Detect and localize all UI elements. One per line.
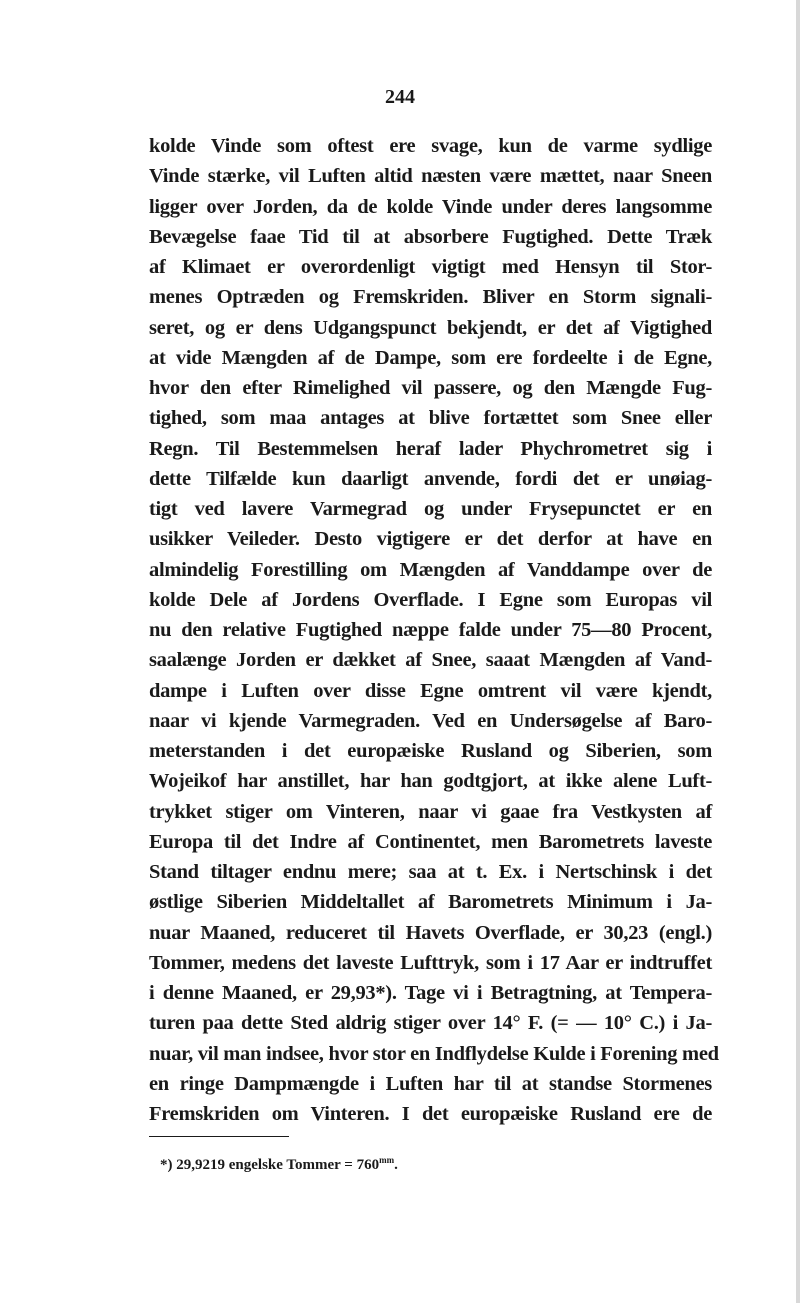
text-line: at vide Mængden af de Dampe, som ere fordeelte i de Egne, [149,346,712,369]
body-text [149,131,719,1129]
text-line: trykket stiger om Vinteren, naar vi gaae fra Vestkysten af [149,800,712,823]
text-line: tighed, som maa antages at blive fortættet som Snee eller [149,407,712,430]
text-line: nuar Maaned, reduceret til Havets Overflade, er 30,23 (engl.) [149,921,712,944]
text-line: meterstanden i det europæiske Rusland og Siberien, som [149,740,712,762]
text-line: Vinde stærke, vil Luften altid næsten være mættet, naar Sneen [149,165,712,188]
footnote [160,1155,398,1174]
text-line: saalænge Jorden er dækket af Snee, saaat Mængden af Vand- [149,649,712,672]
footnote-marker: *) [160,1157,173,1173]
text-line: en ringe Dampmængde i Luften har til at standse Stormenes [149,1072,712,1095]
text-line: nuar, vil man indsee, hvor stor en Indflydelse Kulde i Forening med [149,1042,719,1065]
footnote-value: 29,9219 [176,1157,225,1173]
text-line: kolde Vinde som oftest ere svage, kun de varme sydlige [149,135,712,157]
text-line: nu den relative Fugtighed næppe falde under 75—80 Procent, [149,619,712,641]
footnote-end: . [394,1157,398,1173]
footnote-text: engelske Tommer = 760 [228,1157,380,1173]
text-line: Bevægelse faae Tid til at absorbere Fugtighed. Dette Træk [149,225,712,248]
text-line: Stand tiltager endnu mere; saa at t. Ex. i Nertschinsk i det [149,861,712,883]
page-number: 244 [385,86,415,108]
text-line: østlige Siberien Middeltallet af Barometrets Minimum i Ja- [149,891,712,914]
page-edge [796,0,800,1303]
text-line: Europa til det Indre af Continentet, men Barometrets laveste [149,830,712,853]
text-line: dette Tilfælde kun daarligt anvende, fordi det er unøiag- [149,467,712,490]
text-line: kolde Dele af Jordens Overflade. I Egne som Europas vil [149,588,712,611]
text-line: dampe i Luften over disse Egne omtrent vil være kjendt, [149,679,712,702]
footnote-unit: mm [379,1155,395,1165]
text-line: Tommer, medens det laveste Lufttryk, som i 17 Aar er indtruffet [149,951,712,974]
text-line: Fremskriden om Vinteren. I det europæiske Rusland ere de [149,1103,712,1125]
text-line: usikker Veileder. Desto vigtigere er det derfor at have en [149,528,712,551]
text-line: i denne Maaned, er 29,93*). Tage vi i Betragtning, at Tempera- [149,982,712,1004]
text-line: af Klimaet er overordenligt vigtigt med Hensyn til Stor- [149,256,712,278]
text-line: tigt ved lavere Varmegrad og under Frysepunctet er en [149,498,712,520]
text-line: hvor den efter Rimelighed vil passere, og den Mængde Fug- [149,377,712,399]
text-line: menes Optræden og Fremskriden. Bliver en Storm signali- [149,286,712,309]
text-line: almindelig Forestilling om Mængden af Vanddampe over de [149,558,712,581]
text-line: turen paa dette Sted aldrig stiger over 14° F. (= — 10° C.) i Ja- [149,1012,712,1035]
text-line: seret, og er dens Udgangspunct bekjendt, er det af Vigtighed [149,316,712,339]
footnote-rule [149,1136,289,1137]
text-line: ligger over Jorden, da de kolde Vinde under deres langsomme [149,195,712,218]
text-line: Regn. Til Bestemmelsen heraf lader Phychrometret sig i [149,437,712,460]
text-line: naar vi kjende Varmegraden. Ved en Undersøgelse af Baro- [149,709,712,732]
text-line: Wojeikof har anstillet, har han godtgjort, at ikke alene Luft- [149,770,712,793]
